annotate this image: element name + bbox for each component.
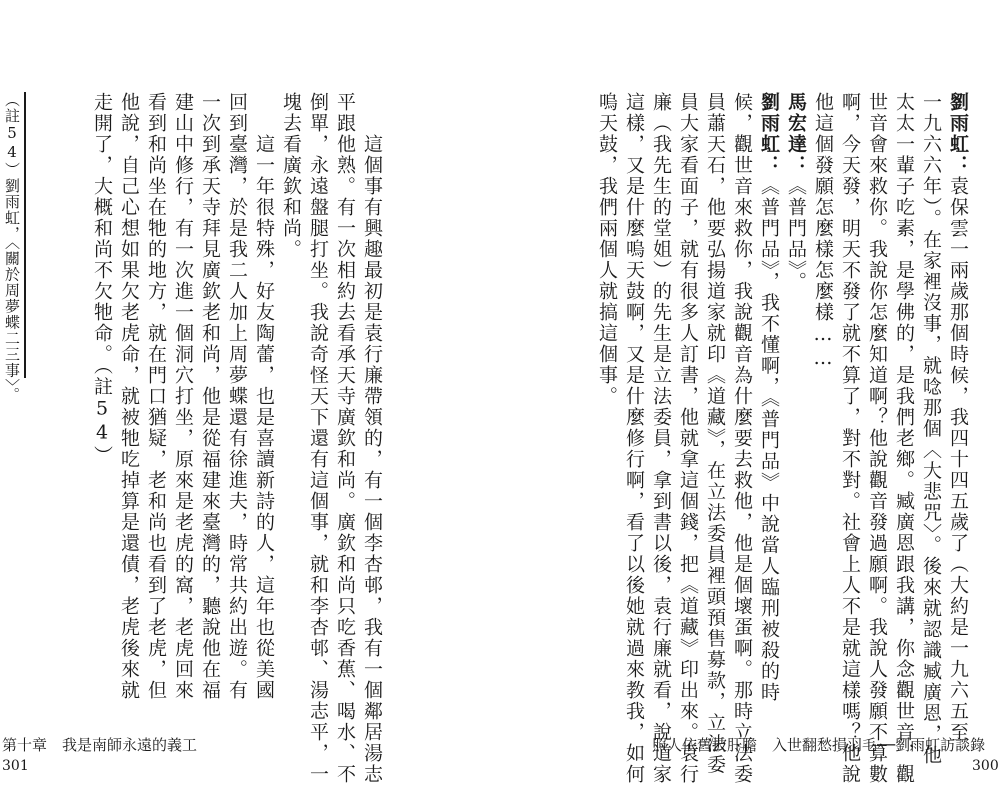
text-column: 看到和尚坐在牠的地方，就在門口猶疑，老和尚也看到了老虎，但	[145, 92, 167, 701]
text-column: 塊去看廣欽和尚。	[280, 92, 302, 260]
text-column: 平跟他熟。有一次相約去看承天寺廣欽和尚。廣欽和尚只吃香蕉、喝水、不	[334, 92, 356, 785]
running-title: 照人依舊披肝膽 入世翻愁損羽毛──劉雨虹訪談錄	[652, 736, 986, 754]
text-column: 這樣，又是什麼嗚天鼓啊，又是什麼修行啊，看了以後她就過來教我，如何	[623, 92, 645, 785]
text-column: 候，觀世音來救你，我說觀音為什麼要去救他，他是個壞蛋啊。那時立法委	[731, 92, 753, 785]
text-column: 太太一輩子吃素，是學佛的，是我們老鄉。臧廣恩跟我講，你念觀世音，觀	[893, 92, 915, 785]
text-column: 一次到承天寺拜見廣欽老和尚，他是從福建來臺灣的，聽說他在福	[199, 92, 221, 701]
text-column: 這個事有興趣最初是袁行廉帶領的，有一個李杏邨，我有一個鄰居湯志	[361, 92, 383, 785]
speaker-label: 馬宏達：	[785, 92, 807, 176]
footnote-divider	[24, 92, 26, 378]
text-column	[759, 92, 778, 703]
text-column	[786, 92, 805, 293]
speaker-label: 劉雨虹：	[947, 92, 969, 176]
text-line: 《普門品》，我不懂啊，《普門品》中說當人臨刑被殺的時	[758, 176, 780, 703]
text-column: 他說，自己心想如果欠老虎命，就被牠吃掉算是還債，老虎後來就	[118, 92, 140, 701]
page-number: 301	[2, 758, 29, 774]
text-column: 一九六六年）。在家裡沒事，就唸那個〈大悲咒〉。後來就認識臧廣恩，他	[920, 92, 942, 766]
speaker-label: 劉雨虹：	[758, 92, 780, 176]
page-number: 300	[972, 758, 999, 774]
text-column: 走開了，大概和尚不欠牠命。（註54）	[91, 92, 113, 467]
text-column: 世音會來救你。我說你怎麼知道啊？他說觀音發過願啊。我說人發願不算數	[866, 92, 888, 785]
text-column: 回到臺灣，於是我二人加上周夢蝶還有徐進夫，時常共約出遊。有	[226, 92, 248, 701]
footnote: （註54）劉雨虹，〈關於周夢蝶二三事〉。	[3, 92, 21, 403]
text-column: 嗚天鼓，我們兩個人就搞這個事。	[596, 92, 618, 407]
text-column: 他這個發願怎麼樣怎麼樣……	[812, 92, 834, 371]
right-page	[500, 0, 1000, 800]
running-title: 第十章 我是南師永遠的義工	[2, 736, 198, 754]
text-column: 員大家看面子，就有很多人訂書，他就拿這個錢，把《道藏》印出來。袁行	[677, 92, 699, 785]
text-column: 建山中修行，有一次進一個洞穴打坐，原來是老虎的窩，老虎回來	[172, 92, 194, 701]
text-column: 這一年很特殊，好友陶蕾，也是喜讀新詩的人，這年也從美國	[253, 92, 275, 701]
text-column: 廉（我先生的堂姐）的先生是立法委員，拿到書以後，袁行廉就看，說道家	[650, 92, 672, 785]
text-line: 《普門品》。	[785, 176, 807, 293]
text-column: 倒單，永遠盤腿打坐。我說奇怪天下還有這個事，就和李杏邨、湯志平，一	[307, 92, 329, 785]
text-column: 啊，今天發，明天不發了就不算了，對不對。社會上人不是就這樣嗎？他說	[839, 92, 861, 785]
text-column: 員蕭天石，他要弘揚道家就印《道藏》，在立法委員裡頭預售募款，立法委	[704, 92, 726, 776]
text-column	[948, 92, 967, 743]
text-line: 袁保雲一兩歲那個時候，我四十四五歲了（大約是一九六五至	[947, 176, 969, 743]
